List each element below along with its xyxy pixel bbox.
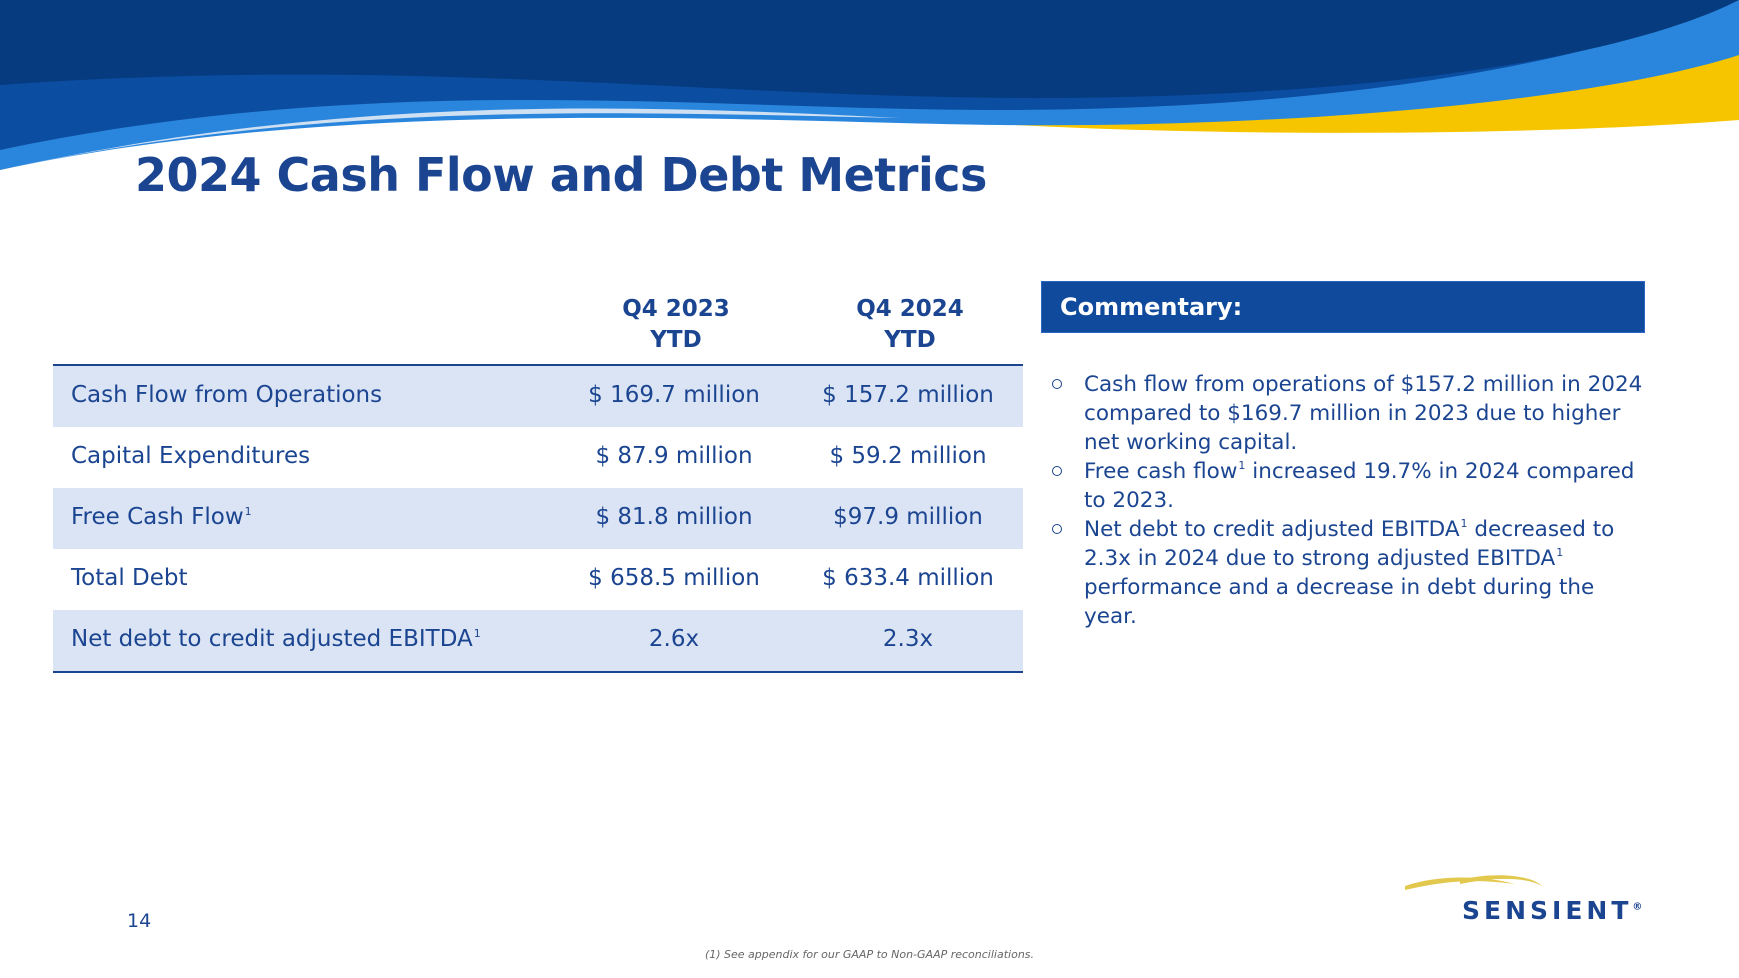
slide-title: 2024 Cash Flow and Debt Metrics — [135, 148, 987, 202]
table-row — [53, 610, 1023, 673]
footnote: (1) See appendix for our GAAP to Non-GAAP reconciliations. — [704, 948, 1035, 961]
row-label: Free Cash Flow$^1$ — [71, 504, 252, 530]
hollow-circle-bullet-icon — [1052, 379, 1062, 389]
value-q4-2023: 2.6x — [648, 626, 700, 652]
row-label: Total Debt — [71, 565, 188, 591]
row-label: Capital Expenditures — [71, 443, 311, 469]
commentary-header — [1041, 281, 1645, 333]
value-q4-2024: 2.3x — [882, 626, 934, 652]
table-header-row — [53, 280, 1023, 366]
column-header-line: Q4 2023 — [622, 296, 730, 322]
hollow-circle-bullet-icon — [1052, 466, 1062, 476]
value-q4-2024: $ 633.4 million — [822, 565, 994, 591]
hollow-circle-bullet-icon — [1052, 524, 1062, 534]
column-header-q4-2023 — [561, 294, 791, 356]
value-q4-2023: $ 87.9 million — [595, 443, 753, 469]
table-row — [53, 366, 1023, 427]
list-item: Free cash flow$^1$ increased 19.7% in 2024 compared to 2023. — [1046, 457, 1646, 515]
value-q4-2024: $97.9 million — [833, 504, 983, 530]
metrics-table — [53, 280, 1023, 673]
table-row — [53, 488, 1023, 549]
table-row — [53, 427, 1023, 488]
page-number: 14 — [127, 910, 152, 932]
list-item: Cash flow from operations of $157.2 million in 2024 compared to $169.7 million in 2023 due to higher net working capital. — [1046, 370, 1646, 457]
column-header-line: YTD — [884, 327, 936, 353]
value-q4-2024: $ 157.2 million — [822, 382, 994, 408]
row-label: Net debt to credit adjusted EBITDA$^1$ — [71, 626, 481, 652]
footnote-marker: 1 — [1556, 546, 1564, 559]
column-header-line: YTD — [650, 327, 702, 353]
commentary-heading: Commentary: — [1060, 293, 1243, 321]
list-item: Net debt to credit adjusted EBITDA$^1$ decreased to 2.3x in 2024 due to strong adjusted EBITDA$^1$ performance and a decrease in debt during the year. — [1046, 515, 1646, 631]
commentary-list — [1046, 370, 1646, 631]
row-label: Cash Flow from Operations — [71, 382, 383, 408]
value-q4-2024: $ 59.2 million — [829, 443, 987, 469]
value-q4-2023: $ 81.8 million — [595, 504, 753, 530]
column-header-q4-2024 — [795, 294, 1025, 356]
value-q4-2023: $ 658.5 million — [588, 565, 760, 591]
brand-logo-text: SENSIENT® — [1462, 896, 1643, 925]
footnote-marker: 1 — [473, 627, 481, 640]
footnote-marker: 1 — [1238, 459, 1246, 472]
footnote-marker: 1 — [1460, 517, 1468, 530]
footnote-marker: 1 — [244, 505, 252, 518]
column-header-line: Q4 2024 — [856, 296, 964, 322]
registered-mark: ® — [1632, 901, 1643, 913]
value-q4-2023: $ 169.7 million — [588, 382, 760, 408]
table-row — [53, 549, 1023, 610]
